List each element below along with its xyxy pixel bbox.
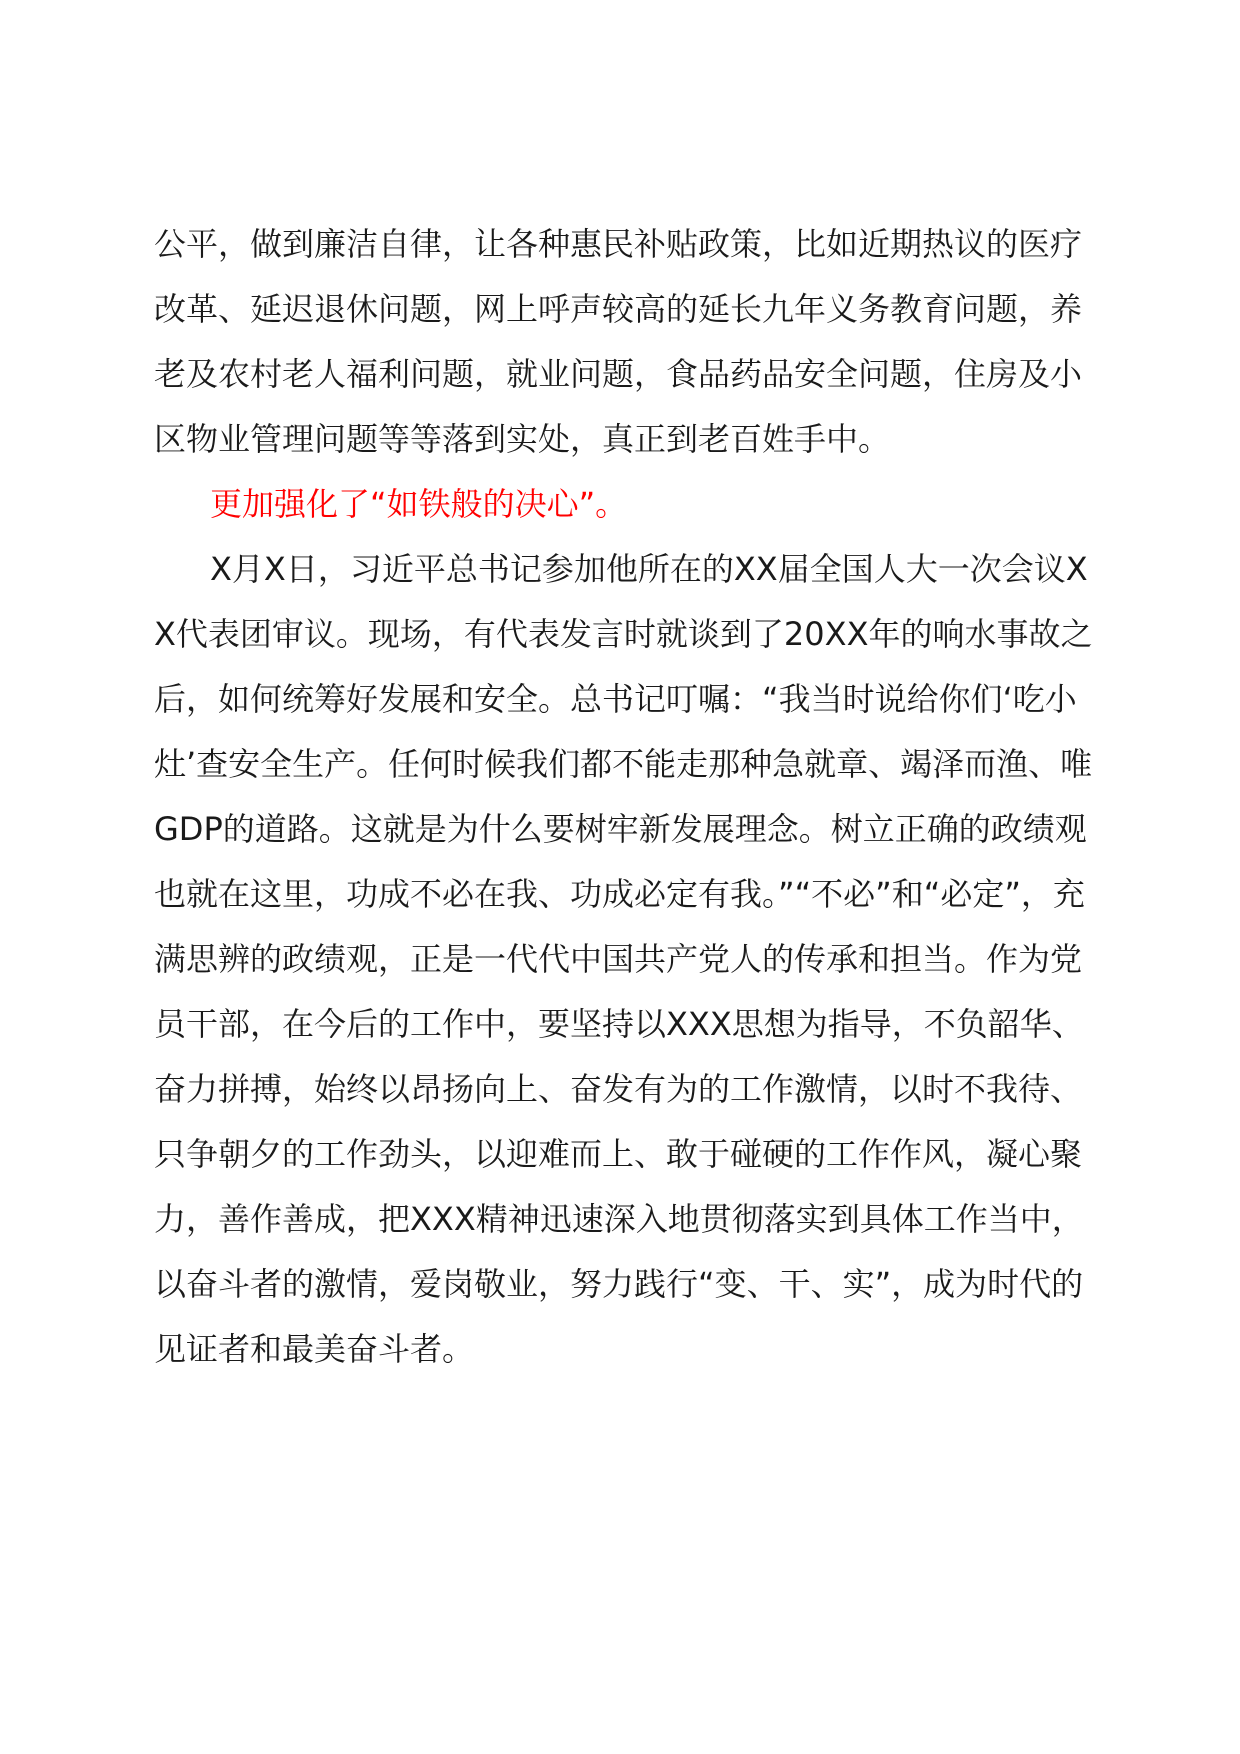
document-body <box>154 212 1094 1382</box>
section-heading: 更加强化了“如铁般的决心”。 <box>210 485 628 523</box>
paragraph-main: X月X日，习近平总书记参加他所在的XX届全国人大一次会议XX代表团审议。现场，有代表发言时就谈到了20XX年的响水事故之后，如何统筹好发展和安全。总书记叮嘱：“我当时说给你们‘吃小灶’查安全生产。任何时候我们都不能走那种急就章、竭泽而渔、唯GDP的道路。这就是为什么要树牢新发展理念。树立正确的政绩观也就在这里，功成不必在我、功成必定有我。”“不必”和“必定”，充满思辨的政绩观，正是一代代中国共产党人的传承和担当。作为党员干部，在今后的工作中，要坚持以XXX思想为指导，不负韶华、奋力拼搏，始终以昂扬向上、奋发有为的工作激情，以时不我待、只争朝夕的工作劲头，以迎难而上、敢于碰硬的工作作风，凝心聚力，善作善成，把XXX精神迅速深入地贯彻落实到具体工作当中，以奋斗者的激情，爱岗敬业，努力践行“变、干、实”，成为时代的见证者和最美奋斗者。 <box>154 550 1093 1368</box>
paragraph-continuation: 公平，做到廉洁自律，让各种惠民补贴政策，比如近期热议的医疗改革、延迟退休问题，网上呼声较高的延长九年义务教育问题，养老及农村老人福利问题，就业问题，食品药品安全问题，住房及小区物业管理问题等等落到实处，真正到老百姓手中。 <box>154 225 1083 458</box>
